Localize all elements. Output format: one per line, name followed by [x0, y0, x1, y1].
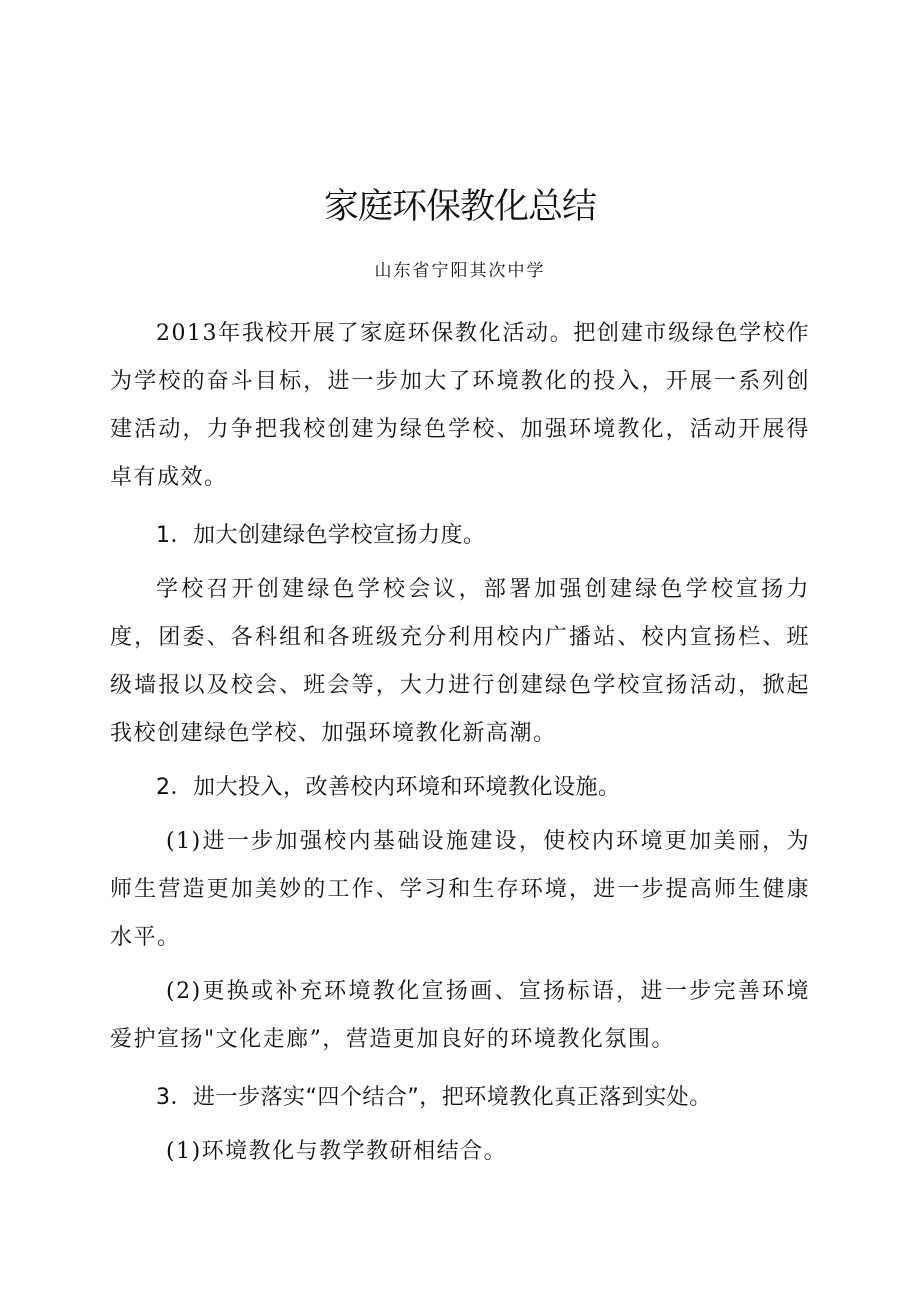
section-2-item-1: (1)进一步加强校内基础设施建设，使校内环境更加美丽，为师生营造更加美妙的工作、学习和生存环境，进一步提高师生健康水平。 [110, 829, 810, 950]
section-2-item-2: (2)更换或补充环境教化宣扬画、宣扬标语，进一步完善环境爱护宣扬"文化走廊”，营造更加良好的环境教化氛围。 [110, 979, 810, 1052]
section-heading-3: 3．进一步落实“四个结合”，把环境教化真正落到实处。 [156, 1085, 712, 1110]
section-heading-2: 2．加大投入，改善校内环境和环境教化设施。 [156, 775, 621, 800]
document-body [110, 310, 810, 1176]
document-author: 山东省宁阳其次中学 [374, 261, 546, 281]
intro-paragraph: 2013年我校开展了家庭环保教化活动。把创建市级绿色学校作为学校的奋斗目标，进一步加大了环境教化的投入，开展一系列创建活动，力争把我校创建为绿色学校、加强环境教化，活动开展得卓有成效。 [110, 321, 810, 490]
document-title: 家庭环保教化总结 [323, 187, 596, 227]
section-3-item-1: (1)环境教化与教学教研相结合。 [166, 1139, 508, 1164]
section-1-paragraph: 学校召开创建绿色学校会议，部署加强创建绿色学校宣扬力度，团委、各科组和各班级充分利用校内广播站、校内宣扬栏、班级墙报以及校会、班会等，大力进行创建绿色学校宣扬活动，掀起我校创建绿色学校、加强环境教化新高潮。 [110, 577, 810, 746]
section-heading-1: 1．加大创建绿色学校宣扬力度。 [156, 523, 486, 548]
